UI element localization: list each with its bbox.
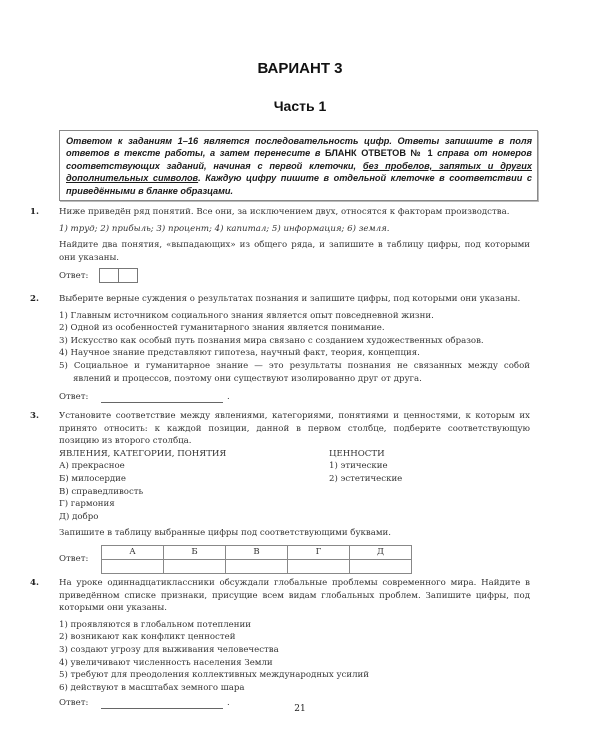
instructions-bold-text: БЛАНК ОТВЕТОВ № 1 bbox=[324, 148, 433, 159]
answer-cell-2[interactable] bbox=[119, 269, 137, 282]
task-prompt: На уроке одиннадцатиклассники обсуждали глобальные проблемы современного мира. Найдите в приведённом списке признаки, присущие всем видам глобальных проблем. Запишите цифры, под которыми они указаны. bbox=[59, 578, 530, 614]
option-1: 1) проявляются в глобальном потеплении bbox=[59, 619, 251, 630]
answer-table-header-a: А bbox=[102, 545, 164, 559]
left-item-v: В) справедливость bbox=[59, 486, 144, 497]
task-1 bbox=[30, 206, 530, 283]
answer-label: Ответ: bbox=[59, 698, 89, 709]
concept-list: 1) труд; 2) прибыль; 3) процент; 4) капитал; 5) информация; 6) земля. bbox=[59, 223, 390, 234]
option-1: 1) Главным источником социального знания является опыт повседневной жизни. bbox=[59, 310, 434, 321]
answer-table bbox=[101, 545, 412, 574]
right-column bbox=[329, 448, 529, 524]
option-6: 6) действуют в масштабах земного шара bbox=[59, 682, 245, 693]
task-number: 2. bbox=[30, 294, 39, 304]
table-instruction: Запишите в таблицу выбранные цифры под соответствующими буквами. bbox=[59, 528, 392, 539]
part-title: Часть 1 bbox=[273, 98, 327, 114]
option-5: 5) Социальное и гуманитарное знание — это результаты познания не связанных между собой явлений и процессов, поэтому они существуют изолированно друг от друга. bbox=[59, 360, 530, 384]
task-number: 4. bbox=[30, 578, 39, 588]
answer-table-input-row bbox=[102, 559, 412, 573]
task-number: 3. bbox=[30, 411, 39, 421]
answer-row bbox=[59, 545, 530, 574]
answer-cell-a[interactable] bbox=[102, 559, 164, 573]
left-column-header: ЯВЛЕНИЯ, КАТЕГОРИИ, ПОНЯТИЯ bbox=[59, 448, 227, 459]
instructions-underlined-text: без пробелов, запятых и других дополнительных символов bbox=[66, 160, 532, 184]
answer-table-header-g: Г bbox=[288, 545, 350, 559]
answer-table-header-d: Д bbox=[350, 545, 412, 559]
right-item-2: 2) эстетические bbox=[329, 473, 403, 484]
answer-cell-v[interactable] bbox=[226, 559, 288, 573]
left-item-d: Д) добро bbox=[59, 511, 99, 522]
page-number: 21 bbox=[294, 704, 306, 714]
left-item-b: Б) милосердие bbox=[59, 473, 126, 484]
task-prompt: Ниже приведён ряд понятий. Все они, за исключением двух, относятся к факторам производства. bbox=[59, 207, 510, 217]
answer-cell-g[interactable] bbox=[288, 559, 350, 573]
answer-row bbox=[59, 268, 530, 283]
left-column bbox=[59, 448, 329, 524]
task-2 bbox=[30, 293, 530, 404]
answer-label: Ответ: bbox=[59, 270, 89, 281]
answer-label: Ответ: bbox=[59, 554, 89, 565]
instructions-text-2: справа от номеров соответствующих заданий, начиная с первой клеточки, bbox=[66, 148, 532, 171]
left-item-a: А) прекрасное bbox=[59, 461, 125, 472]
answer-suffix: . bbox=[227, 392, 230, 403]
task-3 bbox=[30, 410, 530, 574]
right-item-1: 1) этические bbox=[329, 461, 388, 472]
option-5: 5) требуют для преодоления коллективных международных усилий bbox=[59, 670, 369, 681]
instructions-text-1: Ответом к заданиям 1–16 является последовательность цифр. Ответы запишите в поля ответов в тексте работы, а затем перенесите в bbox=[66, 136, 532, 159]
matching-columns bbox=[59, 448, 530, 524]
option-3: 3) Искусство как особый путь познания мира связано с созданием художественных образов. bbox=[59, 335, 484, 346]
answer-row bbox=[59, 391, 530, 404]
option-2: 2) Одной из особенностей гуманитарного знания является понимание. bbox=[59, 323, 385, 334]
answer-suffix: . bbox=[227, 698, 230, 709]
task-number: 1. bbox=[30, 207, 39, 217]
variant-title: ВАРИАНТ 3 bbox=[257, 60, 343, 77]
right-column-header: ЦЕННОСТИ bbox=[329, 448, 385, 459]
answer-table-header-row bbox=[102, 545, 412, 559]
option-2: 2) возникают как конфликт ценностей bbox=[59, 632, 236, 643]
answer-cell-1[interactable] bbox=[100, 269, 119, 282]
task-instruction: Найдите два понятия, «выпадающих» из общего ряда, и запишите в таблицу цифры, под которыми они указаны. bbox=[59, 240, 530, 263]
answer-label: Ответ: bbox=[59, 392, 89, 403]
task-4 bbox=[30, 577, 530, 710]
instructions-text-3: . Каждую цифру пишите в отдельной клеточке в соответствии с приведёнными в бланке образцами. bbox=[66, 173, 532, 196]
answer-cell-b[interactable] bbox=[164, 559, 226, 573]
answer-cell-d[interactable] bbox=[350, 559, 412, 573]
option-3: 3) создают угрозу для выживания человечества bbox=[59, 644, 279, 655]
answer-cells[interactable] bbox=[99, 268, 138, 283]
option-4: 4) Научное знание представляют гипотеза, научный факт, теория, концепция. bbox=[59, 348, 420, 359]
answer-table-header-b: Б bbox=[164, 545, 226, 559]
task-prompt: Выберите верные суждения о результатах познания и запишите цифры, под которыми они указаны. bbox=[59, 294, 521, 304]
answer-table-header-v: В bbox=[226, 545, 288, 559]
instructions-box bbox=[59, 130, 538, 201]
option-4: 4) увеличивают численность населения Земли bbox=[59, 657, 273, 668]
left-item-g: Г) гармония bbox=[59, 499, 115, 510]
task-prompt: Установите соответствие между явлениями, категориями, понятиями и ценностями, к которым их принято относить: к каждой позиции, данной в первом столбце, подберите соответствующую позицию из второго столбца. bbox=[59, 411, 530, 447]
answer-input-line[interactable] bbox=[101, 392, 223, 403]
